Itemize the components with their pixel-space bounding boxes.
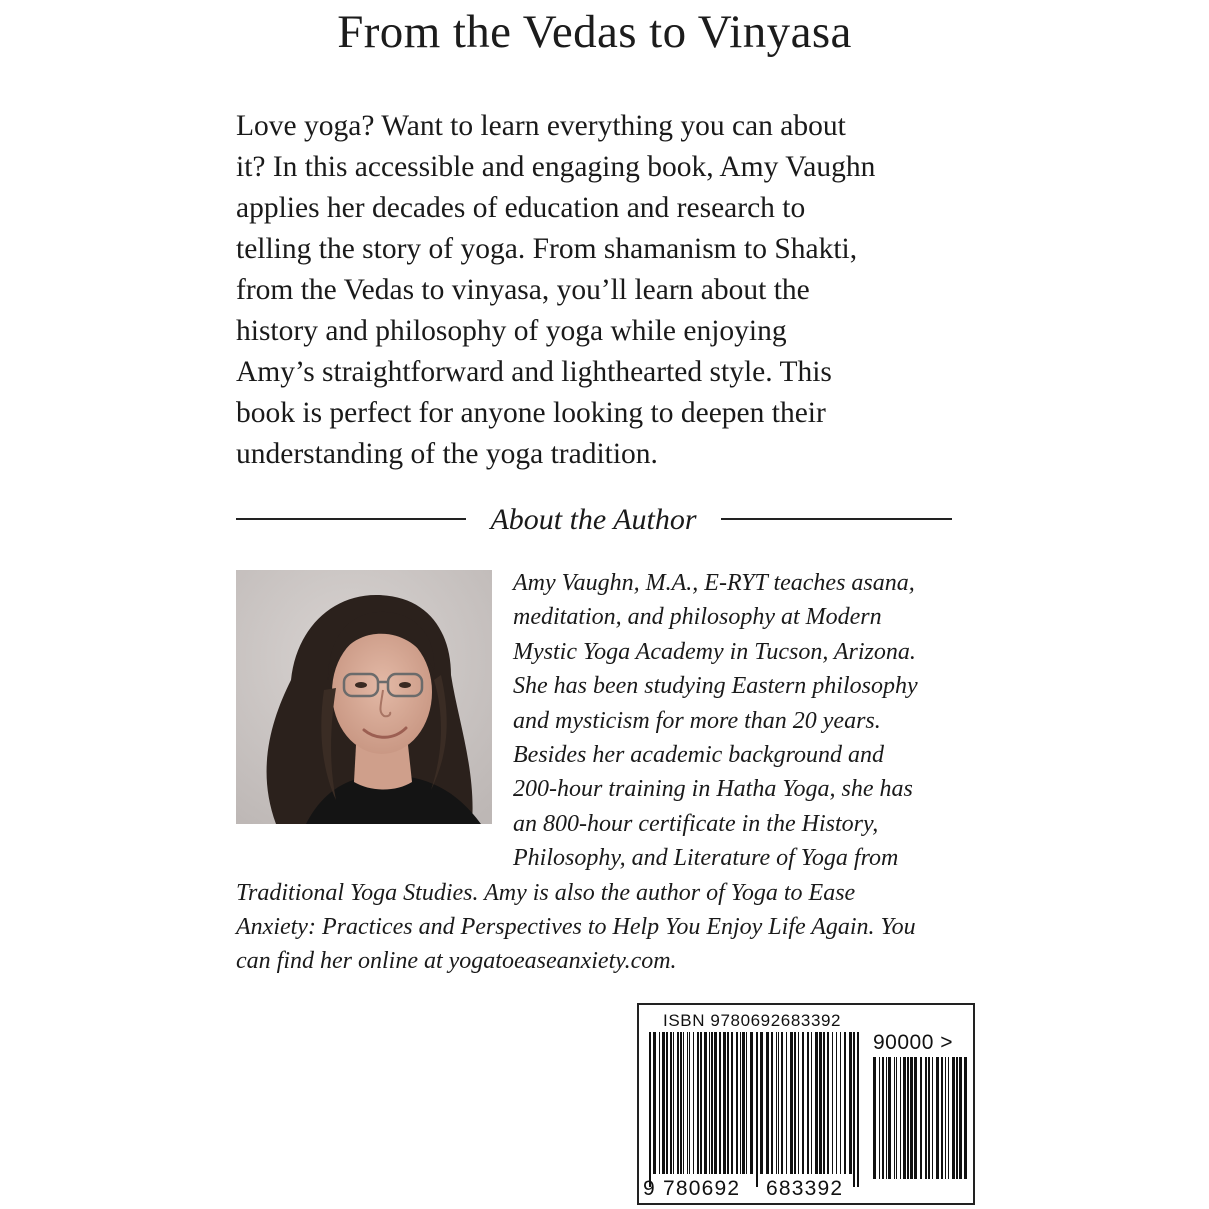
bio-line: Besides her academic background and	[513, 742, 885, 769]
barcode-bar	[844, 1032, 846, 1174]
barcode-bar	[964, 1057, 967, 1179]
barcode-bar	[714, 1032, 717, 1174]
about-rule-right	[721, 518, 952, 520]
blurb-line: Love yoga? Want to learn everything you can about	[236, 110, 846, 142]
price-code: 90000 >	[873, 1031, 953, 1054]
barcode-bar	[653, 1032, 656, 1174]
barcode-digits	[643, 1177, 862, 1201]
addon-barcode-bars	[871, 1057, 967, 1179]
barcode-bar	[925, 1057, 927, 1179]
barcode-bar	[766, 1032, 769, 1174]
barcode-bar	[832, 1032, 833, 1174]
barcode-bar	[771, 1032, 773, 1174]
isbn-barcode	[637, 1003, 975, 1205]
bio-line: Anxiety: Practices and Perspectives to Help You Enjoy Life Again. You	[236, 914, 916, 941]
barcode-bar	[932, 1057, 933, 1179]
barcode-bar	[896, 1057, 897, 1179]
barcode-bar	[815, 1032, 818, 1174]
bio-line: can find her online at yogatoeaseanxiety.com.	[236, 948, 677, 975]
book-blurb	[236, 106, 936, 475]
barcode-bar	[746, 1032, 747, 1174]
isbn-label: ISBN 9780692683392	[663, 1011, 842, 1030]
barcode-bar	[936, 1057, 939, 1179]
barcode-bar	[742, 1032, 745, 1174]
barcode-bar	[680, 1032, 682, 1174]
barcode-bar	[673, 1032, 674, 1174]
barcode-bar	[959, 1057, 962, 1179]
barcode-bar	[840, 1032, 841, 1174]
barcode-bar	[894, 1057, 895, 1179]
barcode-bar	[709, 1032, 710, 1174]
barcode-bar	[802, 1032, 804, 1174]
barcode-bar	[879, 1057, 880, 1179]
barcode-bar	[888, 1057, 891, 1179]
book-title: From the Vedas to Vinyasa	[337, 6, 852, 58]
barcode-digit-group: 780692	[663, 1177, 741, 1200]
barcode-bar	[928, 1057, 930, 1179]
barcode-bar	[649, 1032, 651, 1187]
barcode-bar	[776, 1032, 777, 1174]
barcode-digit-group: 683392	[766, 1177, 844, 1200]
bio-line: and mysticism for more than 20 years.	[513, 707, 881, 734]
barcode-bar	[760, 1032, 763, 1174]
blurb-line: it? In this accessible and engaging book, Amy Vaughn	[236, 151, 876, 183]
barcode-bar	[948, 1057, 949, 1179]
bio-line: Philosophy, and Literature of Yoga from	[513, 845, 899, 872]
barcode-bar	[723, 1032, 726, 1174]
barcode-bar	[727, 1032, 729, 1174]
barcode-bar	[853, 1032, 855, 1187]
blurb-line: Amy’s straightforward and lighthearted style. This	[236, 356, 832, 388]
barcode-bar	[903, 1057, 906, 1179]
barcode-bar	[736, 1032, 738, 1174]
bio-line: an 800-hour certificate in the History,	[513, 810, 879, 837]
barcode-bar	[827, 1032, 829, 1174]
barcode-bar	[811, 1032, 812, 1174]
barcode-bar	[670, 1032, 672, 1174]
barcode-bar	[778, 1032, 779, 1174]
barcode-bar	[687, 1032, 688, 1174]
bio-line: Mystic Yoga Academy in Tucson, Arizona.	[513, 638, 916, 665]
barcode-bar	[956, 1057, 958, 1179]
barcode-bar	[756, 1032, 758, 1187]
bio-line: Amy Vaughn, M.A., E-RYT teaches asana,	[513, 570, 915, 596]
barcode-digit-lead: 9	[643, 1177, 655, 1200]
about-heading: About the Author	[490, 503, 697, 536]
barcode-bar	[794, 1032, 796, 1174]
blurb-line: applies her decades of education and research to	[236, 192, 806, 224]
about-rule-left	[236, 518, 466, 520]
barcode-bar	[900, 1057, 901, 1179]
barcode-bar	[941, 1057, 943, 1179]
barcode-bar	[662, 1032, 665, 1174]
barcode-bar	[700, 1032, 702, 1174]
barcode-bar	[781, 1032, 783, 1174]
barcode-bar	[857, 1032, 859, 1187]
barcode-bar	[683, 1032, 684, 1174]
barcode-bars	[647, 1032, 861, 1187]
barcode-bar	[731, 1032, 733, 1174]
blurb-line: history and philosophy of yoga while enjoying	[236, 315, 787, 347]
barcode-bar	[910, 1057, 913, 1179]
barcode-bar	[659, 1032, 660, 1174]
barcode-bar	[914, 1057, 917, 1179]
barcode-bar	[873, 1057, 876, 1179]
barcode-bar	[786, 1032, 787, 1174]
barcode-bar	[719, 1032, 721, 1174]
blurb-line: from the Vedas to vinyasa, you’ll learn about the	[236, 274, 810, 306]
barcode-bar	[740, 1032, 741, 1174]
barcode-bar	[849, 1032, 852, 1174]
barcode-bar	[882, 1057, 884, 1179]
barcode-bar	[689, 1032, 690, 1174]
bio-line: meditation, and philosophy at Modern	[513, 604, 882, 631]
bio-line: Traditional Yoga Studies. Amy is also the author of Yoga to Ease	[236, 879, 856, 906]
barcode-bar	[666, 1032, 668, 1174]
barcode-bar	[798, 1032, 799, 1174]
barcode-bar	[711, 1032, 713, 1174]
barcode-bar	[823, 1032, 825, 1174]
blurb-line: book is perfect for anyone looking to deepen their	[236, 397, 826, 429]
barcode-bar	[697, 1032, 699, 1174]
barcode-bar	[677, 1032, 679, 1174]
author-bio	[236, 566, 956, 979]
barcode-bar	[836, 1032, 837, 1174]
barcode-bar	[907, 1057, 909, 1179]
barcode-bar	[750, 1032, 753, 1174]
blurb-line: telling the story of yoga. From shamanism to Shakti,	[236, 233, 858, 265]
barcode-bar	[920, 1057, 922, 1179]
barcode-bar	[704, 1032, 707, 1174]
barcode-bar	[945, 1057, 946, 1179]
barcode-bar	[807, 1032, 809, 1174]
barcode-bar	[819, 1032, 822, 1174]
barcode-bar	[886, 1057, 887, 1179]
barcode-bar	[952, 1057, 955, 1179]
bio-line: She has been studying Eastern philosophy	[513, 673, 918, 700]
blurb-line: understanding of the yoga tradition.	[236, 438, 658, 470]
bio-line: 200-hour training in Hatha Yoga, she has	[513, 776, 913, 803]
barcode-bar	[790, 1032, 793, 1174]
barcode-bar	[693, 1032, 694, 1174]
